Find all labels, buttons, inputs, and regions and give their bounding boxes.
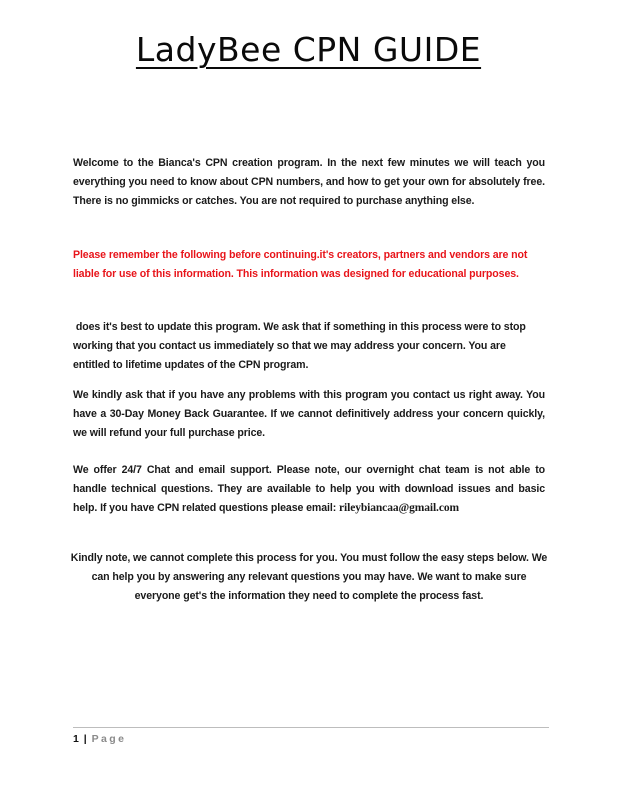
page-number: 1 bbox=[73, 733, 79, 745]
closing-paragraph: Kindly note, we cannot complete this process for you. You must follow the easy steps below. We can help you by answering any relevant questions you may have. We want to make sure everyone get's the information they need to complete the process fast. bbox=[70, 552, 548, 602]
page-label: Page bbox=[91, 733, 127, 745]
footer-divider bbox=[73, 727, 549, 728]
updates-text: does it's best to update this program. We ask that if something in this process were to stop working that you contact us immediately so that we may address your concern. You are entitled to lifetime updates of the CPN program. bbox=[73, 321, 526, 371]
welcome-paragraph: Welcome to the Bianca's CPN creation program. In the next few minutes we will teach you everything you need to know about CPN numbers, and how to get your own for absolutely free. There is no gimmicks or catches. You are not required to purchase anything else. bbox=[73, 157, 545, 207]
guarantee-paragraph: We kindly ask that if you have any problems with this program you contact us right away. You have a 30-Day Money Back Guarantee. If we cannot definitively address your concern quickly, we will refund your full purchase price. bbox=[73, 389, 545, 439]
support-email-link[interactable]: rileybiancaa@gmail.com bbox=[339, 502, 459, 514]
document-title: LadyBee CPN GUIDE bbox=[135, 30, 482, 69]
support-paragraph bbox=[73, 461, 545, 518]
disclaimer-paragraph: Please remember the following before continuing.it's creators, partners and vendors are not liable for use of this information. This information was designed for educational purposes. bbox=[73, 249, 528, 280]
support-text: We offer 24/7 Chat and email support. Please note, our overnight chat team is not able to handle technical questions. They are available to help you with download issues and basic help. If you have CPN related questions please email: bbox=[73, 464, 545, 514]
updates-paragraph bbox=[73, 318, 545, 375]
page-footer bbox=[73, 732, 126, 746]
footer-separator: | bbox=[83, 733, 87, 745]
